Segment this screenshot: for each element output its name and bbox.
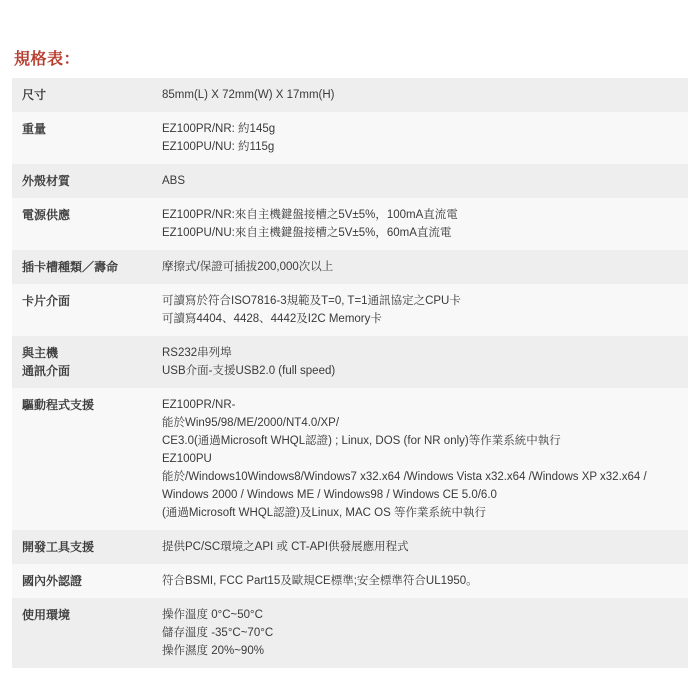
- row-value: [150, 198, 688, 250]
- row-label: 使用環境: [12, 598, 150, 668]
- value-line: EZ100PU: [162, 453, 212, 465]
- row-value: [150, 250, 688, 284]
- value-line: 符合BSMI, FCC Part15及歐規CE標準;安全標準符合UL1950。: [162, 575, 478, 587]
- table-row: [12, 250, 688, 284]
- value-line: 儲存溫度 -35°C~70°C: [162, 627, 274, 639]
- value-line: CE3.0(通過Microsoft WHQL認證) ; Linux, DOS (for NR only)等作業系統中執行: [162, 435, 561, 447]
- row-label: 電源供應: [12, 198, 150, 250]
- value-line: 能於/Windows10Windows8/Windows7 x32.x64 /Windows Vista x32.x64 /Windows XP x32.x64 / Windows 2000 / Windows ME / Windows98 / Windows CE 5.0/6.0: [162, 471, 647, 501]
- value-line: EZ100PU/NU:來自主機鍵盤接槽之5V±5%，60mA直流電: [162, 227, 452, 239]
- value-line: EZ100PR/NR-: [162, 399, 236, 411]
- table-row: [12, 284, 688, 336]
- table-row: [12, 388, 688, 530]
- table-row: [12, 564, 688, 598]
- row-value: [150, 530, 688, 564]
- table-row: [12, 164, 688, 198]
- row-label: 外殼材質: [12, 164, 150, 198]
- row-label: 尺寸: [12, 78, 150, 112]
- row-label-line: 通訊介面: [22, 364, 71, 378]
- row-value: [150, 78, 688, 112]
- row-value: [150, 284, 688, 336]
- table-row: [12, 598, 688, 668]
- row-label: 驅動程式支援: [12, 388, 150, 530]
- row-value: [150, 598, 688, 668]
- row-label: 重量: [12, 112, 150, 164]
- row-label: [12, 336, 150, 388]
- value-line: EZ100PU/NU: 約115g: [162, 141, 275, 153]
- value-line: 操作溫度 0°C~50°C: [162, 609, 263, 621]
- value-line: ABS: [162, 175, 186, 187]
- row-label: 國內外認證: [12, 564, 150, 598]
- value-line: EZ100PR/NR:來自主機鍵盤接槽之5V±5%，100mA直流電: [162, 209, 458, 221]
- row-label: 卡片介面: [12, 284, 150, 336]
- table-row: [12, 78, 688, 112]
- specification-table-body: [12, 78, 688, 668]
- table-row: [12, 112, 688, 164]
- value-line: 可讀寫4404、4428、4442及I2C Memory卡: [162, 313, 382, 325]
- value-line: 摩擦式/保證可插拔200,000次以上: [162, 261, 334, 273]
- value-line: 操作濕度 20%~90%: [162, 645, 264, 657]
- value-line: USB介面-支援USB2.0 (full speed): [162, 365, 336, 377]
- row-value: [150, 164, 688, 198]
- table-row: [12, 198, 688, 250]
- page-title: 規格表：: [14, 51, 81, 68]
- value-line: (通過Microsoft WHQL認證)及Linux, MAC OS 等作業系統中執行: [162, 507, 486, 519]
- value-line: 提供PC/SC環境之API 或 CT-API供發展應用程式: [162, 541, 409, 553]
- row-value: [150, 564, 688, 598]
- row-label: 插卡槽種類／壽命: [12, 250, 150, 284]
- table-row: [12, 530, 688, 564]
- row-value: [150, 388, 688, 530]
- value-line: 可讀寫於符合ISO7816-3規範及T=0, T=1通訊協定之CPU卡: [162, 295, 461, 307]
- value-line: RS232串列埠: [162, 347, 232, 359]
- row-value: [150, 336, 688, 388]
- value-line: 85mm(L) X 72mm(W) X 17mm(H): [162, 89, 335, 101]
- value-line: EZ100PR/NR: 約145g: [162, 123, 276, 135]
- specification-table: [12, 78, 688, 668]
- row-label-line: 與主機: [22, 346, 59, 360]
- table-row: [12, 336, 688, 388]
- value-line: 能於Win95/98/ME/2000/NT4.0/XP/: [162, 417, 340, 429]
- row-label: 開發工具支援: [12, 530, 150, 564]
- row-value: [150, 112, 688, 164]
